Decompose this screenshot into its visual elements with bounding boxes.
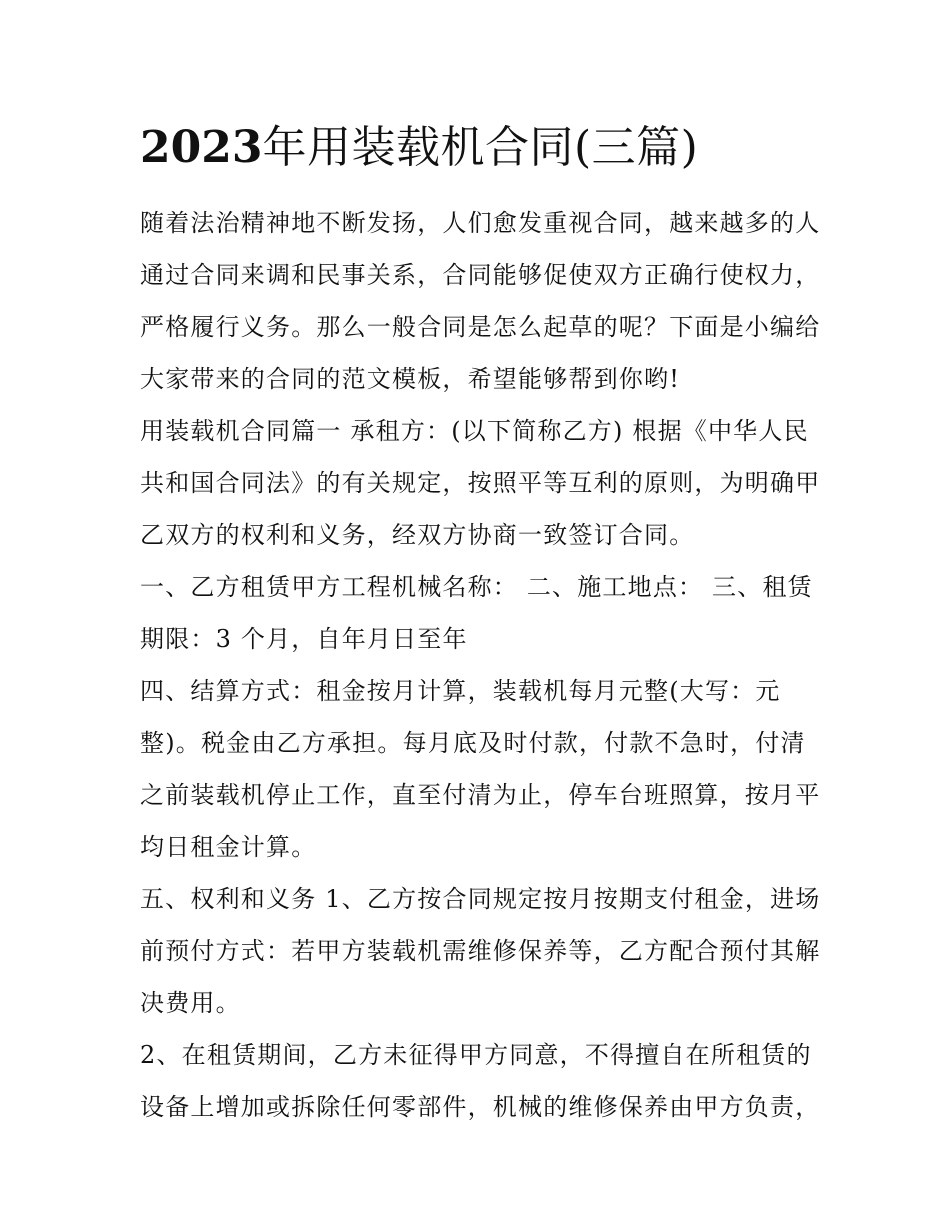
body-line: 随着法治精神地不断发扬，人们愈发重视合同，越来越多的人 xyxy=(140,209,821,237)
body-line: 通过合同来调和民事关系，合同能够促使双方正确行使权力， xyxy=(140,261,821,289)
body-line: 之前装载机停止工作，直至付清为止，停车台班照算，按月平 xyxy=(140,781,821,809)
body-line: 四、结算方式：租金按月计算，装载机每月元整(大写：元 xyxy=(140,677,781,705)
title-text: 年用装载机合同(三篇) xyxy=(262,122,699,173)
body-line: 共和国合同法》的有关规定，按照平等互利的原则，为明确甲 xyxy=(140,469,821,497)
body-line: 一、乙方租赁甲方工程机械名称： 二、施工地点： 三、租赁 xyxy=(140,573,813,601)
body-line: 设备上增加或拆除任何零部件，机械的维修保养由甲方负责， xyxy=(140,1093,821,1121)
body-line: 用装载机合同篇一 承租方：(以下简称乙方) 根据《中华人民 xyxy=(140,417,809,445)
document-title xyxy=(140,118,698,178)
body-line: 乙双方的权利和义务，经双方协商一致签订合同。 xyxy=(140,521,695,549)
body-line: 前预付方式：若甲方装载机需维修保养等，乙方配合预付其解 xyxy=(140,937,821,965)
body-line: 五、权利和义务 1、乙方按合同规定按月按期支付租金，进场 xyxy=(140,885,821,913)
body-line: 整)。税金由乙方承担。每月底及时付款，付款不急时，付清 xyxy=(140,729,806,757)
body-line: 2、在租赁期间，乙方未征得甲方同意，不得擅自在所租赁的 xyxy=(140,1041,812,1069)
body-line: 期限：3 个月，自年月日至年 xyxy=(140,625,468,653)
title-year: 2023 xyxy=(140,122,263,173)
body-line: 大家带来的合同的范文模板，希望能够帮到你哟! xyxy=(140,365,681,393)
document-body xyxy=(140,197,820,1133)
body-line: 严格履行义务。那么一般合同是怎么起草的呢？下面是小编给 xyxy=(140,313,821,341)
body-line: 决费用。 xyxy=(140,989,241,1017)
body-line: 均日租金计算。 xyxy=(140,833,317,861)
